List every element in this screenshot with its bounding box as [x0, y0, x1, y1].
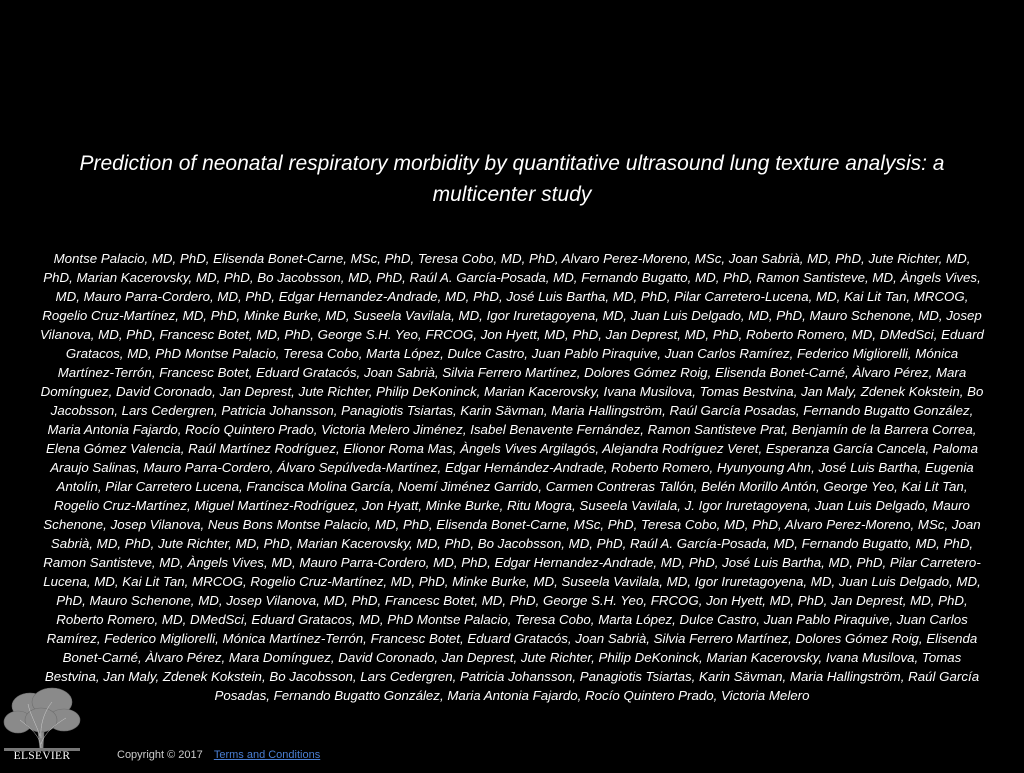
slide-title: Prediction of neonatal respiratory morbidity by quantitative ultrasound lung texture analysis: a multicenter study	[79, 152, 945, 206]
author-list: Montse Palacio, MD, PhD, Elisenda Bonet-Carne, MSc, PhD, Teresa Cobo, MD, PhD, Alvaro Perez-Moreno, MSc, Joan Sabrià, MD, PhD, Jute Richter, MD, PhD, Marian Kacerovsky, MD, PhD, Bo Jacobsson, MD, PhD, Raúl A. García-Posada, MD, Fernando Bugatto, MD, PhD, Ramon Santisteve, MD, Àngels Vives, MD, Mauro Parra-Cordero, MD, PhD, Edgar Hernandez-Andrade, MD, PhD, José Luis Bartha, MD, PhD, Pilar Carretero-Lucena, MD, Kai Lit Tan, MRCOG, Rogelio Cruz-Martínez, MD, PhD, Minke Burke, MD, Suseela Vavilala, MD, Igor Iruretagoyena, MD, Juan Luis Delgado, MD, PhD, Mauro Schenone, MD, Josep Vilanova, MD, PhD, Francesc Botet, MD, PhD, George S.H. Yeo, FRCOG, Jon Hyett, MD, PhD, Jan Deprest, MD, PhD, Roberto Romero, MD, DMedSci, Eduard Gratacos, MD, PhD Montse Palacio, Teresa Cobo, Marta López, Dulce Castro, Juan Pablo Piraquive, Juan Carlos Ramírez, Federico Migliorelli, Mónica Martínez-Terrón, Francesc Botet, Eduard Gratacós, Joan Sabrià, Silvia Ferrero Martínez, Dolores Gómez Roig, Elisenda Bonet-Carné, Àlvaro Pérez, Mara Domínguez, David Coronado, Jan Deprest, Jute Richter, Philip DeKoninck, Marian Kacerovsky, Ivana Musilova, Tomas Bestvina, Jan Maly, Zdenek Kokstein, Bo Jacobsson, Lars Cedergren, Patricia Johansson, Panagiotis Tsiartas, Karin Sävman, Maria Hallingström, Raúl García Posadas, Fernando Bugatto González, Maria Antonia Fajardo, Rocío Quintero Prado, Victoria Melero Jiménez, Isabel Benavente Fernández, Ramon Santisteve Prat, Benjamín de la Barrera Correa, Elena Gómez Valencia, Raúl Martínez Rodríguez, Elionor Roma Mas, Àngels Vives Argilagós, Alejandra Rodríguez Veret, Esperanza García Cancela, Paloma Araujo Salinas, Mauro Parra-Cordero, Álvaro Sepúlveda-Martínez, Edgar Hernández-Andrade, Roberto Romero, Hyunyoung Ahn, José Luis Bartha, Eugenia Antolín, Pilar Carretero Lucena, Francisca Molina García, Noemí Jiménez Garrido, Carmen Contreras Tallón, Belén Morillo Antón, George Yeo, Kai Lit Tan, Rogelio Cruz-Martínez, Miguel Martínez-Rodríguez, Jon Hyatt, Minke Burke, Ritu Mogra, Suseela Vavilala, J. Igor Iruretagoyena, Juan Luis Delgado, Mauro Schenone, Josep Vilanova, Neus Bons Montse Palacio, MD, PhD, Elisenda Bonet-Carne, MSc, PhD, Teresa Cobo, MD, PhD, Alvaro Perez-Moreno, MSc, Joan Sabrià, MD, PhD, Jute Richter, MD, PhD, Marian Kacerovsky, MD, PhD, Bo Jacobsson, MD, PhD, Raúl A. García-Posada, MD, Fernando Bugatto, MD, PhD, Ramon Santisteve, MD, Àngels Vives, MD, Mauro Parra-Cordero, MD, PhD, Edgar Hernandez-Andrade, MD, PhD, José Luis Bartha, MD, PhD, Pilar Carretero-Lucena, MD, Kai Lit Tan, MRCOG, Rogelio Cruz-Martínez, MD, PhD, Minke Burke, MD, Suseela Vavilala, MD, Igor Iruretagoyena, MD, Juan Luis Delgado, MD, PhD, Mauro Schenone, MD, Josep Vilanova, MD, PhD, Francesc Botet, MD, PhD, George S.H. Yeo, FRCOG, Jon Hyett, MD, PhD, Jan Deprest, MD, PhD, Roberto Romero, MD, DMedSci, Eduard Gratacos, MD, PhD Montse Palacio, Teresa Cobo, Marta López, Dulce Castro, Juan Pablo Piraquive, Juan Carlos Ramírez, Federico Migliorelli, Mónica Martínez-Terrón, Francesc Botet, Eduard Gratacós, Joan Sabrià, Silvia Ferrero Martínez, Dolores Gómez Roig, Elisenda Bonet-Carné, Àlvaro Pérez, Mara Domínguez, David Coronado, Jan Deprest, Jute Richter, Philip DeKoninck, Marian Kacerovsky, Ivana Musilova, Tomas Bestvina, Jan Maly, Zdenek Kokstein, Bo Jacobsson, Lars Cedergren, Patricia Johansson, Panagiotis Tsiartas, Karin Sävman, Maria Hallingström, Raúl García Posadas, Fernando Bugatto González, Maria Antonia Fajardo, Rocío Quintero Prado, Victoria Melero	[40, 251, 984, 703]
footer	[117, 749, 320, 761]
terms-and-conditions-link[interactable]: Terms and Conditions	[213, 749, 321, 761]
elsevier-wordmark: ELSEVIER	[13, 750, 71, 762]
copyright-text: Copyright © 2017	[117, 749, 203, 761]
